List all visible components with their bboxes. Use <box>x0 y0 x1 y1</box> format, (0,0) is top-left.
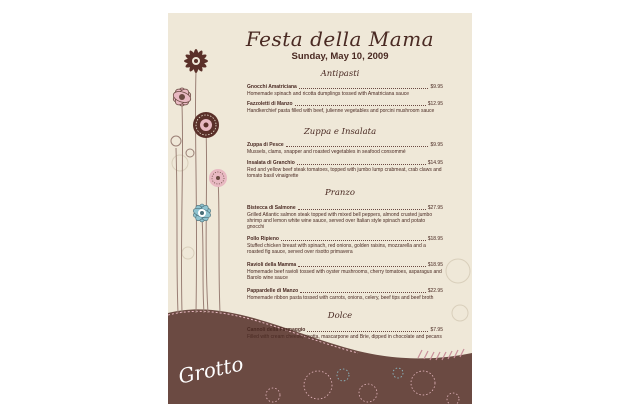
faded-circle <box>446 259 470 283</box>
leader-dots <box>298 209 426 210</box>
flower-stem <box>202 216 204 313</box>
faded-circle <box>182 247 194 259</box>
leader-dots <box>300 292 426 293</box>
item-description: Grilled Atlantic salmon steak topped with mixed bell peppers, almond crusted jumbo shrimp and lemon white wine sauce, served over Italian style spinach and potato gnocchi <box>247 211 433 230</box>
menu-item <box>247 142 443 155</box>
menu-date: Sunday, May 10, 2009 <box>291 51 389 62</box>
item-price: $18.95 <box>427 262 443 268</box>
menu-title: Festa della Mama <box>245 27 435 51</box>
item-price: $14.95 <box>427 160 443 166</box>
item-description: Red and yellow beef steak tomatoes, topped with jumbo lump crabmeat, crab claws and tomato basil vinaigrette <box>247 166 442 179</box>
grotto-logo: Grotto <box>176 351 246 389</box>
menu-page <box>168 13 472 404</box>
item-name: Pappardelle di Manzo <box>247 288 299 294</box>
item-name: Ravioli della Mamma <box>247 262 297 268</box>
item-description: Mussels, clams, snapper and roasted vegetables in seafood consommé <box>247 148 406 155</box>
item-price: $12.95 <box>427 101 443 107</box>
section-heading-dolce: Dolce <box>327 311 353 321</box>
item-description: Filled with cream cheese, ricotta, mascarpone and Brie, dipped in chocolate and pecans <box>247 333 442 340</box>
menu-item <box>247 160 443 179</box>
flower-stem <box>176 148 178 313</box>
menu-item <box>247 101 443 114</box>
item-description: Homemade beef ravioli tossed with oyster mushrooms, cherry tomatoes, asparagus and Barolo wine sauce <box>247 268 442 281</box>
item-description: Stuffed chicken breast with spinach, red onions, golden raisins, mozzarella and a roasted fig sauce, served over risotto primavera <box>247 242 426 255</box>
ring-flower <box>186 149 194 157</box>
leader-dots <box>298 266 426 267</box>
item-description: Homemade ribbon pasta tossed with carrots, onions, celery, beef tips and beef broth <box>247 294 434 301</box>
faded-circle <box>172 155 188 171</box>
item-price: $27.95 <box>427 205 443 211</box>
leader-dots <box>295 105 426 106</box>
flower-stem <box>218 178 220 313</box>
item-name: Pollo Ripieno <box>247 236 279 242</box>
item-name: Fazzoletti di Manzo <box>247 101 293 107</box>
item-price: $9.95 <box>430 142 443 148</box>
leader-dots <box>299 88 429 89</box>
blue-flower <box>192 203 212 222</box>
faded-circle <box>452 305 468 321</box>
stripe <box>418 350 422 358</box>
item-price: $22.95 <box>427 288 443 294</box>
leader-dots <box>286 146 429 147</box>
item-price: $9.95 <box>430 84 443 90</box>
dark-flower <box>184 49 208 73</box>
item-name: Insalata di Granchio <box>247 160 295 166</box>
menu-item <box>247 236 443 255</box>
item-price: $18.95 <box>427 236 443 242</box>
section-heading-zuppa: Zuppa e Insalata <box>303 127 377 137</box>
menu-item <box>247 84 443 97</box>
spiral-flower <box>193 112 219 138</box>
item-name: Cannoli della Formaggio <box>247 327 306 333</box>
section-heading-antipasti: Antipasti <box>320 69 360 79</box>
stripe <box>424 351 428 359</box>
menu-item <box>247 262 443 281</box>
leader-dots <box>281 240 426 241</box>
item-description: Handkerchief pasta filled with beef, julienne vegetables and porcini mushroom sauce <box>247 107 435 114</box>
flower-stem <box>195 71 196 313</box>
menu-item <box>247 205 443 230</box>
leader-dots <box>297 164 426 165</box>
menu-item <box>247 327 443 340</box>
item-name: Bistecca di Salmone <box>247 205 296 211</box>
flower-stem <box>181 105 182 313</box>
item-name: Gnocchi Amatriciana <box>247 84 297 90</box>
pink-dotted-flower <box>209 169 227 187</box>
item-price: $7.95 <box>430 327 443 333</box>
menu-item <box>247 288 443 301</box>
ring-flower <box>171 136 181 146</box>
section-heading-pranzo: Pranzo <box>325 188 355 198</box>
item-name: Zuppa di Pesce <box>247 142 284 148</box>
leader-dots <box>307 331 428 332</box>
pink-flower <box>172 87 192 107</box>
item-description: Homemade spinach and ricotta dumplings tossed with Amatriciana sauce <box>247 90 410 97</box>
